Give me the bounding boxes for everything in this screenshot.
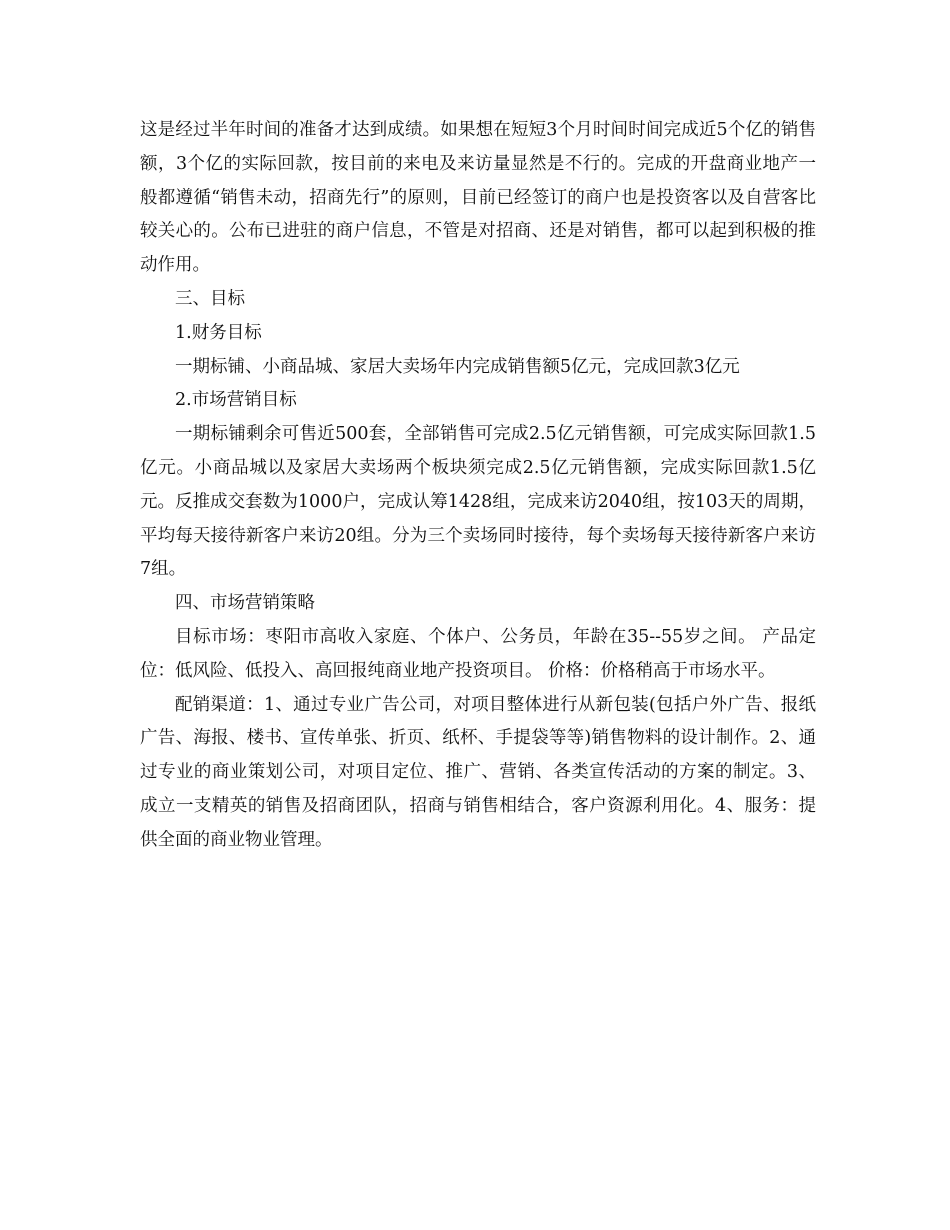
paragraph-target-market: 目标市场：枣阳市高收入家庭、个体户、公务员，年龄在35--55岁之间。 产品定位：低风险、低投入、高回报纯商业地产投资项目。 价格：价格稍高于市场水平。 [140, 626, 816, 681]
subheading-financial-goals: 1.财务目标 [175, 322, 262, 343]
section-heading-goals: 三、目标 [175, 288, 245, 309]
paragraph-distribution-channels: 配销渠道：1、通过专业广告公司，对项目整体进行从新包装(包括户外广告、报纸广告、海报、楼书、宣传单张、折页、纸杯、手提袋等等)销售物料的设计制作。2、通过专业的商业策划公司，对项目定位、推广、营销、各类宣传活动的方案的制定。3、成立一支精英的销售及招商团队，招商与销售相结合，客户资源利用化。4、服务：提供全面的商业物业管理。 [140, 694, 816, 850]
paragraph-financial-goals: 一期标铺、小商品城、家居大卖场年内完成销售额5亿元，完成回款3亿元 [175, 356, 740, 377]
subheading-marketing-goals: 2.市场营销目标 [175, 390, 297, 411]
paragraph-intro-continued: 这是经过半年时间的准备才达到成绩。如果想在短短3个月时间时间完成近5个亿的销售额，3个亿的实际回款，按目前的来电及来访量显然是不行的。完成的开盘商业地产一般都遵循“销售未动，招商先行”的原则，目前已经签订的商户也是投资客以及自营客比较关心的。公布已进驻的商户信息，不管是对招商、还是对销售，都可以起到积极的推动作用。 [140, 120, 816, 276]
paragraph-marketing-goals: 一期标铺剩余可售近500套，全部销售可完成2.5亿元销售额，可完成实际回款1.5亿元。小商品城以及家居大卖场两个板块须完成2.5亿元销售额，完成实际回款1.5亿元。反推成交套数为1000户，完成认筹1428组，完成来访2040组，按103天的周期，平均每天接待新客户来访20组。分为三个卖场同时接待，每个卖场每天接待新客户来访7组。 [140, 424, 816, 580]
section-heading-marketing-strategy: 四、市场营销策略 [175, 593, 315, 614]
document-page [140, 114, 816, 858]
